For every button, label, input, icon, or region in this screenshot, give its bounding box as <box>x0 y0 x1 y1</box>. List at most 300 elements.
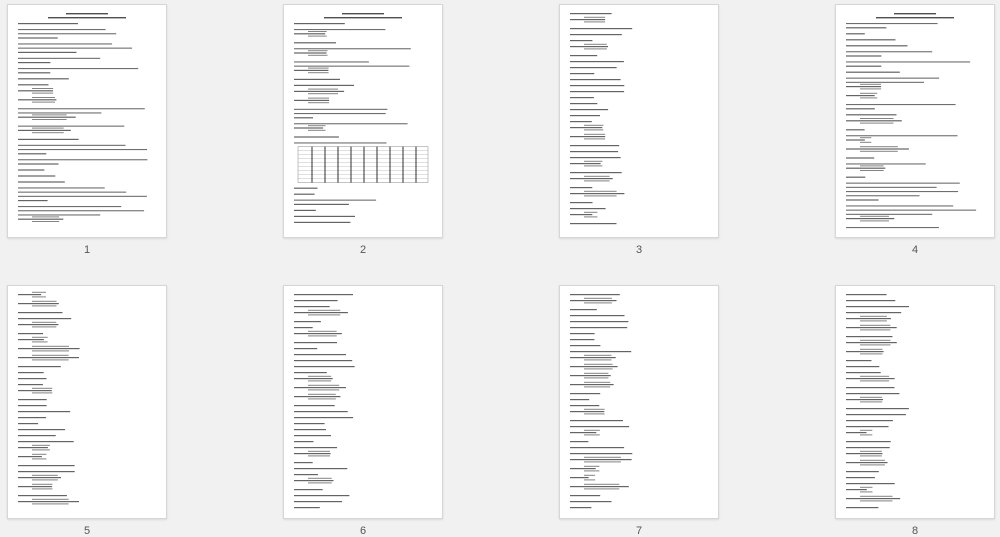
text-line <box>846 157 874 158</box>
text-line <box>570 145 619 146</box>
text-line <box>18 117 76 118</box>
text-line <box>337 147 339 183</box>
text-line <box>846 66 881 67</box>
page-thumbnail-4[interactable] <box>835 4 995 258</box>
text-line <box>584 191 617 192</box>
text-line <box>363 147 365 183</box>
text-line <box>570 97 594 98</box>
text-line <box>294 480 334 481</box>
text-line <box>32 216 59 217</box>
text-line <box>308 93 338 94</box>
text-line <box>18 471 75 472</box>
text-line <box>294 495 349 496</box>
text-line <box>308 331 337 332</box>
text-line <box>584 475 595 476</box>
text-line <box>570 19 605 20</box>
text-line <box>846 27 886 28</box>
text-line <box>18 495 67 496</box>
text-line <box>18 159 147 160</box>
text-line <box>294 474 318 475</box>
text-line <box>415 147 417 183</box>
text-line <box>570 366 618 367</box>
text-line <box>584 48 607 49</box>
text-line <box>860 320 887 321</box>
text-line <box>311 147 313 183</box>
text-line <box>570 294 620 295</box>
text-line <box>846 498 900 499</box>
text-line <box>570 85 624 86</box>
text-line <box>584 461 621 462</box>
text-line <box>860 380 889 381</box>
text-line <box>18 139 79 140</box>
text-line <box>570 28 632 29</box>
text-line <box>18 163 59 164</box>
text-line <box>584 430 600 431</box>
text-line <box>846 61 970 62</box>
text-line <box>18 447 48 448</box>
page-preview[interactable] <box>7 285 167 519</box>
text-line <box>18 48 132 49</box>
text-line <box>584 364 613 365</box>
page-thumbnail-5[interactable] <box>7 285 167 537</box>
text-line <box>32 326 56 327</box>
text-line <box>846 351 884 352</box>
text-line <box>846 372 881 373</box>
text-line <box>32 88 53 89</box>
text-line <box>570 345 600 346</box>
text-line <box>294 321 321 322</box>
text-line <box>32 475 58 476</box>
text-line <box>860 146 898 147</box>
text-line <box>846 453 882 454</box>
text-line <box>18 378 47 379</box>
text-line <box>18 429 65 430</box>
text-line <box>18 187 105 188</box>
page-content-preview <box>560 286 718 518</box>
text-line <box>18 33 116 34</box>
text-line <box>570 127 602 128</box>
text-line <box>18 294 41 295</box>
text-line <box>32 388 52 389</box>
text-line <box>294 123 408 124</box>
text-line <box>294 468 347 469</box>
page-preview[interactable] <box>283 285 443 519</box>
text-line <box>846 360 872 361</box>
text-line <box>18 192 126 193</box>
text-line <box>308 385 339 386</box>
text-line <box>294 113 386 114</box>
text-line <box>860 353 883 354</box>
text-line <box>846 114 897 115</box>
text-line <box>294 327 313 328</box>
page-thumbnail-6[interactable] <box>283 285 443 537</box>
page-number: 3 <box>635 244 643 256</box>
text-line <box>294 447 337 448</box>
text-line <box>846 33 865 34</box>
text-line <box>846 177 865 178</box>
text-line <box>294 200 376 201</box>
text-line <box>570 447 624 448</box>
text-line <box>570 420 623 421</box>
text-line <box>846 120 902 121</box>
text-line <box>570 405 599 406</box>
text-line <box>860 500 893 501</box>
text-line <box>570 73 594 74</box>
text-line <box>570 163 601 164</box>
text-line <box>570 109 608 110</box>
text-line <box>294 79 340 80</box>
text-line <box>294 66 409 67</box>
text-line <box>18 68 138 69</box>
text-line <box>32 301 57 302</box>
text-line <box>860 151 898 152</box>
text-line <box>846 205 953 206</box>
text-line <box>860 325 890 326</box>
text-line <box>846 218 894 219</box>
text-line <box>18 181 65 182</box>
text-line <box>32 503 69 504</box>
text-line <box>846 378 895 379</box>
text-line <box>584 355 611 356</box>
page-thumbnail-3[interactable] <box>559 4 719 258</box>
text-line <box>18 312 63 313</box>
text-line <box>308 398 336 399</box>
text-line <box>294 435 331 436</box>
text-line <box>308 310 340 311</box>
text-line <box>570 300 617 301</box>
text-line <box>846 447 890 448</box>
text-line <box>570 432 596 433</box>
text-line <box>570 453 632 454</box>
text-line <box>846 312 901 313</box>
text-line <box>18 318 71 319</box>
text-line <box>294 342 337 343</box>
text-line <box>32 221 59 222</box>
text-line <box>18 435 56 436</box>
text-line <box>846 104 956 105</box>
text-line <box>584 44 607 45</box>
text-line <box>584 195 617 196</box>
text-line <box>570 157 621 158</box>
text-line <box>570 34 622 35</box>
text-line <box>18 303 59 304</box>
text-line <box>876 17 954 18</box>
text-line <box>846 214 932 215</box>
text-line <box>846 366 879 367</box>
text-line <box>860 170 884 171</box>
text-line <box>18 200 48 201</box>
text-line <box>846 129 865 130</box>
text-line <box>32 350 69 351</box>
page-number: 2 <box>359 244 367 256</box>
text-line <box>570 468 596 469</box>
text-line <box>860 349 883 350</box>
text-line <box>570 103 597 104</box>
text-line <box>860 216 889 217</box>
text-line <box>18 324 58 325</box>
text-line <box>294 387 346 388</box>
text-line <box>860 165 884 166</box>
text-line <box>18 214 100 215</box>
text-line <box>860 434 872 435</box>
text-line <box>32 128 64 129</box>
text-line <box>860 316 887 317</box>
text-line <box>846 163 926 164</box>
page-preview[interactable] <box>559 285 719 519</box>
text-line <box>294 396 340 397</box>
text-line <box>846 507 878 508</box>
text-line <box>18 145 126 146</box>
text-line <box>584 216 597 217</box>
text-line <box>860 487 873 488</box>
text-line <box>846 432 867 433</box>
text-line <box>846 306 909 307</box>
text-line <box>32 97 55 98</box>
text-line <box>18 23 78 24</box>
text-line <box>570 91 624 92</box>
text-line <box>308 72 329 73</box>
text-line <box>846 294 887 295</box>
text-line <box>846 23 938 24</box>
text-line <box>32 296 46 297</box>
text-line <box>846 489 867 490</box>
text-line <box>308 376 331 377</box>
text-line <box>32 337 48 338</box>
page-number: 1 <box>83 244 91 256</box>
text-line <box>389 147 391 183</box>
text-line <box>846 183 960 184</box>
text-line <box>860 464 885 465</box>
text-line <box>570 315 625 316</box>
page-preview[interactable] <box>559 4 719 238</box>
text-line <box>570 223 617 224</box>
text-line <box>846 51 932 52</box>
page-preview[interactable] <box>7 4 167 238</box>
text-line <box>32 479 58 480</box>
text-line <box>18 62 50 63</box>
text-line <box>294 354 346 355</box>
text-line <box>570 214 592 215</box>
text-line <box>846 187 937 188</box>
text-line <box>584 373 608 374</box>
text-line <box>860 118 894 119</box>
page-preview[interactable] <box>835 4 995 238</box>
text-line <box>402 147 404 183</box>
text-line <box>294 48 411 49</box>
page-thumbnail-2[interactable] <box>283 4 443 258</box>
page-content-preview <box>836 5 994 237</box>
text-line <box>32 392 52 393</box>
text-line <box>570 115 600 116</box>
text-line <box>570 327 627 328</box>
text-line <box>860 123 894 124</box>
text-line <box>846 95 875 96</box>
text-line <box>584 479 595 480</box>
text-line <box>32 292 46 293</box>
text-line <box>308 31 327 32</box>
text-line <box>342 13 384 14</box>
text-line <box>294 136 339 137</box>
text-line <box>846 45 908 46</box>
text-line <box>860 401 882 402</box>
text-line <box>846 168 885 169</box>
text-line <box>18 78 69 79</box>
text-line <box>32 458 46 459</box>
text-line <box>294 489 323 490</box>
text-line <box>584 386 610 387</box>
text-line <box>18 29 106 30</box>
text-line <box>570 208 606 209</box>
page-preview[interactable] <box>283 4 443 238</box>
text-line <box>18 477 61 478</box>
text-line <box>18 169 44 170</box>
text-line <box>584 377 608 378</box>
text-line <box>32 359 69 360</box>
text-line <box>570 67 617 68</box>
text-line <box>584 368 613 369</box>
text-line <box>860 142 871 143</box>
page-preview[interactable] <box>835 285 995 519</box>
page-content-preview <box>836 286 994 518</box>
text-line <box>570 187 592 188</box>
text-line <box>18 465 75 466</box>
text-line <box>294 333 342 334</box>
text-line <box>32 355 69 356</box>
text-line <box>846 300 895 301</box>
text-line <box>294 372 327 373</box>
text-line <box>376 147 378 183</box>
text-line <box>308 394 336 395</box>
text-line <box>308 50 328 51</box>
text-line <box>570 333 595 334</box>
text-line <box>294 127 323 128</box>
text-line <box>584 434 600 435</box>
text-line <box>570 55 597 56</box>
text-line <box>32 114 67 115</box>
text-line <box>294 423 325 424</box>
page-number: 8 <box>911 525 919 537</box>
text-line <box>584 138 605 139</box>
text-line <box>846 55 881 56</box>
text-line <box>584 161 602 162</box>
text-line <box>32 322 56 323</box>
text-line <box>846 387 895 388</box>
text-line <box>584 212 597 213</box>
text-line <box>294 70 328 71</box>
text-line <box>308 55 328 56</box>
text-line <box>294 91 344 92</box>
text-line <box>846 199 879 200</box>
page-thumbnail-8[interactable] <box>835 285 995 537</box>
text-line <box>846 227 939 228</box>
text-line <box>18 37 58 38</box>
text-line <box>860 430 872 431</box>
text-line <box>308 455 330 456</box>
text-line <box>18 210 144 211</box>
text-line <box>860 220 889 221</box>
text-line <box>860 491 873 492</box>
text-line <box>570 351 631 352</box>
text-line <box>294 501 342 502</box>
text-line <box>294 429 326 430</box>
text-line <box>860 88 881 89</box>
page-thumbnail-7[interactable] <box>559 285 719 537</box>
text-line <box>18 333 43 334</box>
text-line <box>18 456 42 457</box>
text-line <box>846 420 893 421</box>
text-line <box>308 482 332 483</box>
text-line <box>18 405 47 406</box>
text-line <box>18 486 52 487</box>
text-line <box>32 488 53 489</box>
text-line <box>18 196 147 197</box>
text-line <box>308 98 329 99</box>
text-line <box>294 52 327 53</box>
text-line <box>570 357 616 358</box>
text-line <box>584 382 610 383</box>
text-line <box>570 339 594 340</box>
text-line <box>308 451 330 452</box>
text-line <box>32 449 50 450</box>
text-line <box>294 61 369 62</box>
text-line <box>294 378 333 379</box>
text-line <box>294 453 331 454</box>
text-line <box>294 85 354 86</box>
page-content-preview <box>284 5 442 237</box>
text-line <box>18 441 74 442</box>
text-line <box>570 393 600 394</box>
text-line <box>324 147 326 183</box>
text-line <box>32 102 55 103</box>
text-line <box>32 305 57 306</box>
text-line <box>294 142 387 143</box>
page-number: 6 <box>359 525 367 537</box>
text-line <box>584 409 605 410</box>
text-line <box>18 411 70 412</box>
text-line <box>32 132 64 133</box>
text-line <box>294 29 385 30</box>
text-line <box>18 501 79 502</box>
text-line <box>570 121 592 122</box>
text-line <box>18 423 38 424</box>
text-line <box>846 108 875 109</box>
text-line <box>860 397 882 398</box>
text-line <box>18 58 100 59</box>
page-thumbnail-1[interactable] <box>7 4 167 258</box>
text-line <box>294 294 353 295</box>
text-line <box>860 93 877 94</box>
text-line <box>846 82 924 83</box>
text-line <box>570 79 621 80</box>
text-line <box>860 84 881 85</box>
text-line <box>294 366 355 367</box>
text-line <box>570 495 600 496</box>
text-line <box>18 153 46 154</box>
text-line <box>570 151 618 152</box>
text-line <box>846 462 888 463</box>
text-line <box>570 46 608 47</box>
text-line <box>570 477 589 478</box>
text-line <box>584 125 603 126</box>
text-line <box>570 61 624 62</box>
text-line <box>570 172 622 173</box>
text-line <box>584 413 605 414</box>
text-line <box>294 312 348 313</box>
text-line <box>846 336 893 337</box>
text-line <box>308 68 329 69</box>
text-line <box>570 136 605 137</box>
text-line <box>584 176 610 177</box>
